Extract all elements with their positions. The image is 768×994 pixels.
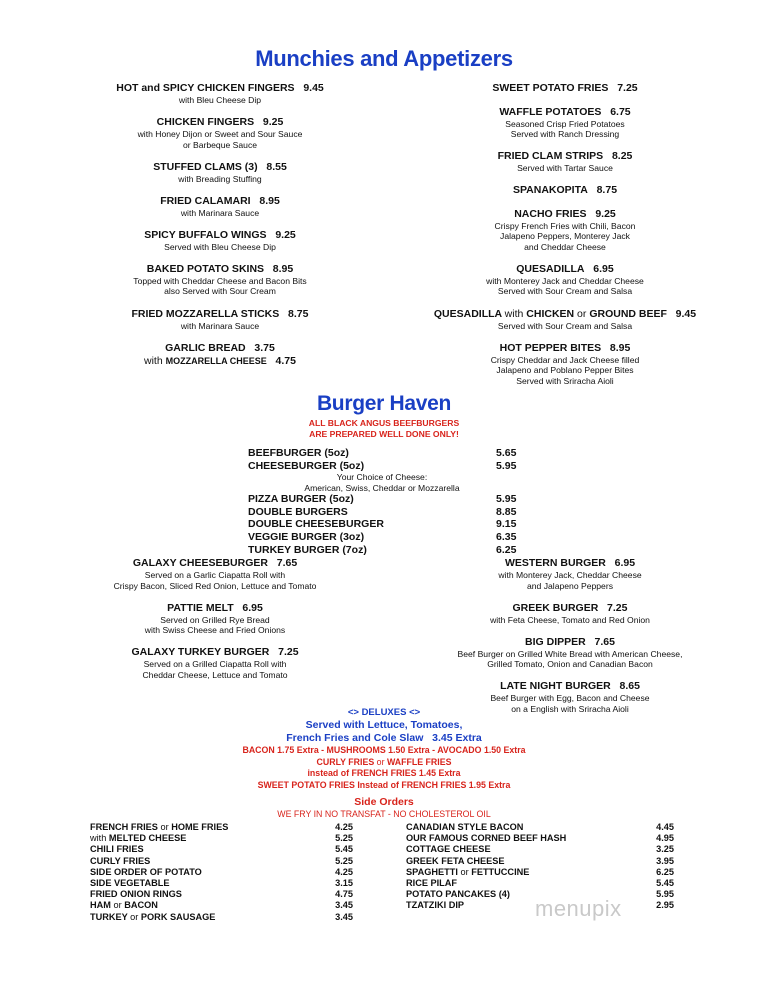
item-description: with Feta Cheese, Tomato and Red Onion: [490, 614, 650, 625]
item-description: Served with Sour Cream and Salsa: [497, 320, 633, 331]
item-description: with Monterey Jack, Cheddar Cheese: [498, 570, 642, 580]
menu-item: [80, 82, 360, 106]
menu-item: [425, 184, 705, 197]
side-order-price: 4.95: [656, 833, 674, 844]
item-name-part: CHICKEN: [526, 307, 575, 320]
item-price: 6.75: [610, 105, 631, 118]
item-name: SWEET POTATO FRIES: [492, 82, 609, 94]
burger-left-column: [70, 557, 360, 691]
item-price: 9.45: [675, 307, 697, 320]
deluxes-section: [0, 707, 768, 791]
item-name-part: GROUND BEEF: [589, 307, 667, 320]
item-description: and Cheddar Cheese: [524, 241, 606, 252]
menu-item: [425, 342, 705, 387]
or-text: or: [160, 822, 169, 832]
side-order-name-part: FRIED ONION RINGS: [90, 889, 182, 900]
item-price: 9.45: [303, 82, 324, 94]
menupix-watermark: menupix: [535, 896, 622, 921]
side-order-row: [90, 912, 353, 923]
side-order-name: [90, 889, 182, 900]
burger-notice-line: ARE PREPARED WELL DONE ONLY!: [309, 428, 459, 439]
item-name-line: [80, 195, 360, 208]
item-name: FRIED MOZZARELLA STICKS: [131, 307, 280, 320]
deluxes-line2-price: 3.45 Extra: [432, 732, 482, 744]
burger-list-price: 5.95: [496, 459, 517, 472]
item-name: GREEK BURGER: [512, 601, 599, 614]
burger-list-name: TURKEY BURGER (7oz): [248, 543, 367, 556]
side-order-name-part: SIDE VEGETABLE: [90, 878, 170, 889]
side-order-price: 4.25: [335, 822, 353, 832]
burger-list-row: [248, 460, 548, 473]
item-description: Served on a Garlic Ciapatta Roll with: [144, 570, 286, 580]
item-price: 3.75: [254, 341, 275, 354]
item-description: Jalapeno and Poblano Pepper Bites: [496, 365, 634, 376]
side-order-name-part: TZATZIKI DIP: [406, 900, 465, 911]
menu-item: [425, 263, 705, 297]
side-order-name-part: SPAGHETTI: [406, 866, 458, 877]
sides-header: [0, 796, 768, 820]
item-description: with Bleu Cheese Dip: [178, 95, 262, 105]
deluxes-extras: BACON 1.75 Extra - MUSHROOMS 1.50 Extra - AVOCADO 1.50 Extra: [242, 745, 526, 755]
with-text: with: [144, 354, 163, 367]
menu-item: [425, 106, 705, 140]
item-description: Crispy French Fries with Chili, Bacon: [494, 220, 636, 231]
or-text: or: [130, 911, 139, 922]
option-name: MOZZARELLA CHEESE: [165, 355, 267, 366]
item-description: with Breading Stuffing: [178, 173, 262, 184]
munchies-left-column: [80, 82, 360, 368]
item-description: with Marinara Sauce: [180, 207, 260, 218]
item-name: FRIED CLAM STRIPS: [497, 150, 604, 163]
item-price: 8.65: [619, 680, 640, 692]
item-name-line: [430, 602, 710, 615]
item-name: SPICY BUFFALO WINGS: [144, 228, 267, 241]
item-name: CHICKEN FINGERS: [156, 116, 255, 129]
side-order-name-part: SIDE ORDER OF POTATO: [90, 866, 202, 877]
menu-item: [80, 308, 360, 332]
item-name-line: [430, 680, 710, 693]
item-price: 8.95: [259, 194, 280, 207]
item-name-line: [80, 116, 360, 129]
deluxes-line2: [0, 732, 768, 745]
item-price: 8.55: [266, 160, 287, 173]
side-order-name: [406, 844, 491, 855]
item-price: 7.25: [278, 646, 299, 658]
sides-note: WE FRY IN NO TRANSFAT - NO CHOLESTEROL OIL: [277, 809, 491, 819]
item-price: 7.25: [617, 82, 638, 94]
munchies-right-column: [425, 82, 705, 386]
menu-item: [430, 636, 710, 670]
item-price: 7.25: [607, 601, 628, 614]
garlic-bread-cheese-option: [80, 355, 360, 368]
item-description: Cheddar Cheese, Lettuce and Tomato: [142, 669, 288, 680]
side-order-row: [90, 844, 353, 855]
item-price: 6.95: [614, 557, 636, 569]
item-name-line: [80, 161, 360, 174]
item-price: 8.75: [288, 307, 309, 320]
side-order-name: [406, 856, 505, 867]
burger-list-price: 8.85: [496, 505, 517, 518]
menu-item: [80, 195, 360, 219]
item-name-part: QUESADILLA: [433, 307, 502, 320]
item-name-line: [430, 557, 710, 570]
item-price: 8.75: [596, 184, 618, 197]
side-order-row: [406, 822, 674, 833]
sides-left-list: [90, 822, 353, 923]
side-order-row: [90, 878, 353, 889]
burger-list-row: [248, 544, 548, 557]
burger-list-name: PIZZA BURGER (5oz): [248, 493, 354, 506]
side-order-row: [90, 900, 353, 911]
cheese-note: [248, 472, 516, 493]
side-order-name-part: CANADIAN STYLE BACON: [406, 822, 524, 832]
menu-item: [80, 161, 360, 185]
deluxes-fries-option: [0, 757, 768, 769]
item-name: GALAXY CHEESEBURGER: [132, 557, 268, 569]
item-description: with Monterey Jack and Cheddar Cheese: [486, 275, 644, 286]
item-description: and Jalapeno Peppers: [526, 580, 613, 591]
side-order-name-part: HOME FRIES: [171, 822, 229, 832]
item-name: HOT PEPPER BITES: [499, 341, 602, 354]
side-order-price: 6.25: [656, 866, 674, 877]
item-price: 9.25: [262, 116, 284, 129]
item-name: HOT and SPICY CHICKEN FINGERS: [116, 82, 295, 94]
side-order-name: [90, 912, 215, 923]
side-order-row: [406, 833, 674, 844]
item-name: LATE NIGHT BURGER: [500, 680, 611, 692]
burger-right-column: [430, 557, 710, 725]
or-text: or: [376, 756, 385, 767]
side-order-row: [406, 856, 674, 867]
item-name-line: [425, 184, 705, 197]
side-order-row: [90, 889, 353, 900]
side-order-name: [90, 822, 228, 833]
side-order-name: [90, 833, 186, 844]
side-order-name-part: MELTED CHEESE: [108, 833, 187, 844]
burger-notice-line: ALL BLACK ANGUS BEEFBURGERS: [308, 418, 460, 428]
burger-list-name: CHEESEBURGER (5oz): [248, 459, 365, 472]
side-order-name: [90, 856, 150, 867]
burger-list-row: [248, 518, 548, 531]
side-order-row: [90, 867, 353, 878]
side-order-name-part: OUR FAMOUS CORNED BEEF HASH: [406, 833, 567, 844]
burger-list-name: DOUBLE BURGERS: [248, 505, 348, 518]
item-name-line: [80, 263, 360, 276]
item-description: Beef Burger on Grilled White Bread with American Cheese,: [457, 648, 683, 659]
side-order-name-part: with: [90, 833, 107, 844]
side-order-name-part: FRENCH FRIES: [90, 822, 158, 832]
option-price: 4.75: [275, 354, 296, 367]
side-order-name-part: CURLY FRIES: [90, 855, 151, 866]
item-description: Served on Grilled Rye Bread: [160, 614, 270, 625]
item-description: with Swiss Cheese and Fried Onions: [144, 625, 286, 635]
item-name-line: [425, 308, 705, 321]
burger-list-row: [248, 447, 548, 460]
menu-item: [425, 150, 705, 174]
burger-list-row: [248, 506, 548, 519]
menu-item: [425, 82, 705, 95]
side-order-price: 3.95: [656, 855, 674, 866]
side-order-price: 3.15: [335, 878, 353, 889]
or-text: or: [113, 900, 122, 911]
side-order-row: [90, 856, 353, 867]
side-order-name-part: PORK SAUSAGE: [140, 911, 216, 922]
menu-item: [430, 602, 710, 626]
side-order-row: [406, 844, 674, 855]
item-description: Seasoned Crisp Fried Potatoes: [505, 118, 625, 129]
item-name-line: [70, 557, 360, 570]
item-name-line: [80, 229, 360, 242]
item-name-line: [425, 208, 705, 221]
item-name-line: [425, 82, 705, 95]
side-order-price: 5.25: [335, 855, 353, 866]
menu-item: [425, 208, 705, 253]
item-description: Crispy Cheddar and Jack Cheese filled: [490, 354, 640, 365]
side-order-row: [406, 867, 674, 878]
item-name-line: [80, 82, 360, 95]
side-order-price: 5.45: [656, 878, 674, 889]
deluxes-sweet-option: SWEET POTATO FRIES Instead of FRENCH FRIES 1.95 Extra: [257, 779, 511, 790]
item-description: Crispy Bacon, Sliced Red Onion, Lettuce and Tomato: [113, 580, 317, 591]
menu-item: [70, 646, 360, 680]
item-name-line: [425, 150, 705, 163]
item-description: Served with Sour Cream and Salsa: [497, 286, 633, 297]
item-name: FRIED CALAMARI: [160, 194, 251, 207]
quesadilla-combo-item: [425, 308, 705, 332]
item-description: Topped with Cheddar Cheese and Bacon Bits: [133, 275, 307, 286]
sides-title: Side Orders: [354, 796, 414, 808]
item-name-line: [70, 602, 360, 615]
item-name: WAFFLE POTATOES: [499, 105, 602, 118]
item-description: Grilled Tomato, Onion and Canadian Bacon: [487, 659, 653, 669]
burger-list-name: BEEFBURGER (5oz): [248, 447, 349, 459]
deluxes-line2-text: French Fries and Cole Slaw: [286, 732, 424, 744]
connector-text: with: [504, 307, 524, 320]
burger-list-name: VEGGIE BURGER (3oz): [248, 530, 365, 543]
or-text: or: [460, 866, 469, 877]
item-name: SPANAKOPITA: [512, 184, 588, 197]
burger-list-name: DOUBLE CHEESEBURGER: [248, 518, 384, 531]
item-price: 8.95: [609, 341, 631, 354]
item-name-line: [425, 342, 705, 355]
side-order-price: 5.95: [656, 889, 674, 900]
side-order-name: [406, 900, 464, 911]
item-price: 8.25: [611, 150, 633, 163]
side-order-name: [90, 900, 158, 911]
side-order-name-part: GREEK FETA CHEESE: [406, 855, 505, 866]
item-name: BIG DIPPER: [525, 635, 586, 648]
item-description: also Served with Sour Cream: [164, 286, 276, 297]
side-order-name-part: POTATO PANCAKES (4): [406, 889, 510, 900]
burger-list-price: 9.15: [496, 518, 517, 531]
item-description: with Marinara Sauce: [180, 320, 260, 331]
deluxes-title: <> DELUXES <>: [347, 707, 421, 718]
menu-item: [80, 263, 360, 297]
waffle-fries-option: WAFFLE FRIES: [386, 756, 452, 767]
item-name-line: [70, 646, 360, 659]
cheese-note-line: Your Choice of Cheese:: [336, 472, 428, 483]
burger-list-price: 5.95: [496, 493, 517, 506]
burger-list-price: 6.25: [496, 543, 517, 556]
item-description: Served with Sriracha Aioli: [516, 375, 614, 386]
side-order-name: [90, 878, 169, 889]
side-order-name-part: HAM: [90, 900, 111, 911]
item-name-line: [80, 342, 360, 355]
item-name: GARLIC BREAD: [165, 341, 246, 354]
item-description: Served with Bleu Cheese Dip: [164, 241, 276, 252]
menu-item: [430, 557, 710, 591]
side-order-price: 2.95: [656, 900, 674, 911]
side-order-price: 5.45: [335, 844, 353, 855]
item-price: 9.25: [595, 207, 616, 220]
side-order-price: 4.45: [656, 822, 674, 832]
side-order-name-part: TURKEY: [90, 911, 128, 922]
item-description: Beef Burger with Egg, Bacon and Cheese: [490, 693, 650, 703]
side-order-price: 5.25: [335, 833, 353, 844]
item-description: on a English with Sriracha Aioli: [511, 703, 629, 714]
menu-item: [80, 116, 360, 150]
side-order-row: [90, 822, 353, 833]
side-order-name-part: CHILI FRIES: [90, 844, 144, 855]
item-description: Jalapeno Peppers, Monterey Jack: [500, 231, 630, 242]
item-description: Served with Ranch Dressing: [510, 129, 620, 140]
side-order-row: [90, 833, 353, 844]
item-price: 8.95: [272, 262, 294, 275]
item-name: NACHO FRIES: [514, 207, 587, 220]
menu-item: [80, 229, 360, 253]
item-name-line: [425, 263, 705, 276]
side-order-name: [406, 867, 529, 878]
side-order-name: [406, 833, 566, 844]
burger-list-price: 6.35: [496, 530, 517, 543]
item-name: QUESADILLA: [516, 262, 585, 275]
item-name: GALAXY TURKEY BURGER: [131, 646, 270, 658]
side-order-price: 3.45: [335, 900, 353, 911]
burger-list-price: 5.65: [496, 447, 517, 459]
side-order-price: 4.75: [335, 889, 353, 900]
side-order-name: [406, 822, 523, 833]
side-order-price: 3.25: [656, 844, 674, 855]
item-description: with Honey Dijon or Sweet and Sour Sauce: [137, 129, 303, 140]
side-order-name-part: FETTUCCINE: [471, 866, 530, 877]
item-name-line: [430, 636, 710, 649]
item-name: BAKED POTATO SKINS: [146, 262, 265, 275]
side-order-name-part: COTTAGE CHEESE: [406, 844, 491, 855]
item-name: PATTIE MELT: [167, 601, 234, 614]
burger-list-row: [248, 493, 548, 506]
menu-item: [80, 342, 360, 368]
curly-fries-option: CURLY FRIES: [316, 756, 375, 767]
cheese-note-line: American, Swiss, Cheddar or Mozzarella: [304, 482, 460, 493]
burger-list-row: [248, 531, 548, 544]
side-order-name: [90, 844, 144, 855]
item-name: STUFFED CLAMS (3): [153, 160, 258, 173]
item-price: 6.95: [593, 262, 614, 275]
side-order-row: [406, 878, 674, 889]
item-name: WESTERN BURGER: [504, 557, 606, 569]
item-price: 7.65: [594, 635, 615, 648]
menu-item: [70, 557, 360, 591]
burger-title: Burger Haven: [316, 392, 452, 415]
side-order-name: [90, 867, 202, 878]
side-order-name-part: RICE PILAF: [406, 878, 458, 889]
side-order-price: 3.45: [335, 911, 353, 922]
side-order-name: [406, 889, 510, 900]
munchies-title: Munchies and Appetizers: [255, 46, 513, 71]
item-name-line: [80, 308, 360, 321]
item-price: 6.95: [242, 601, 263, 614]
side-order-price: 4.25: [335, 866, 353, 877]
item-price: 7.65: [276, 557, 298, 569]
burger-notice: [0, 418, 768, 439]
deluxes-instead: instead of FRENCH FRIES 1.45 Extra: [307, 768, 461, 778]
deluxes-line1: Served with Lettuce, Tomatoes,: [305, 719, 463, 731]
side-order-name: [406, 878, 457, 889]
item-description: Served with Tartar Sauce: [517, 163, 613, 174]
menu-item: [70, 602, 360, 636]
side-order-name-part: BACON: [124, 900, 158, 911]
item-description: Served on a Grilled Ciapatta Roll with: [143, 659, 287, 669]
burger-price-list: [248, 447, 548, 556]
item-name-line: [425, 106, 705, 119]
connector-text: or: [577, 307, 587, 320]
item-price: 9.25: [275, 228, 296, 241]
item-description: or Barbeque Sauce: [182, 139, 258, 150]
